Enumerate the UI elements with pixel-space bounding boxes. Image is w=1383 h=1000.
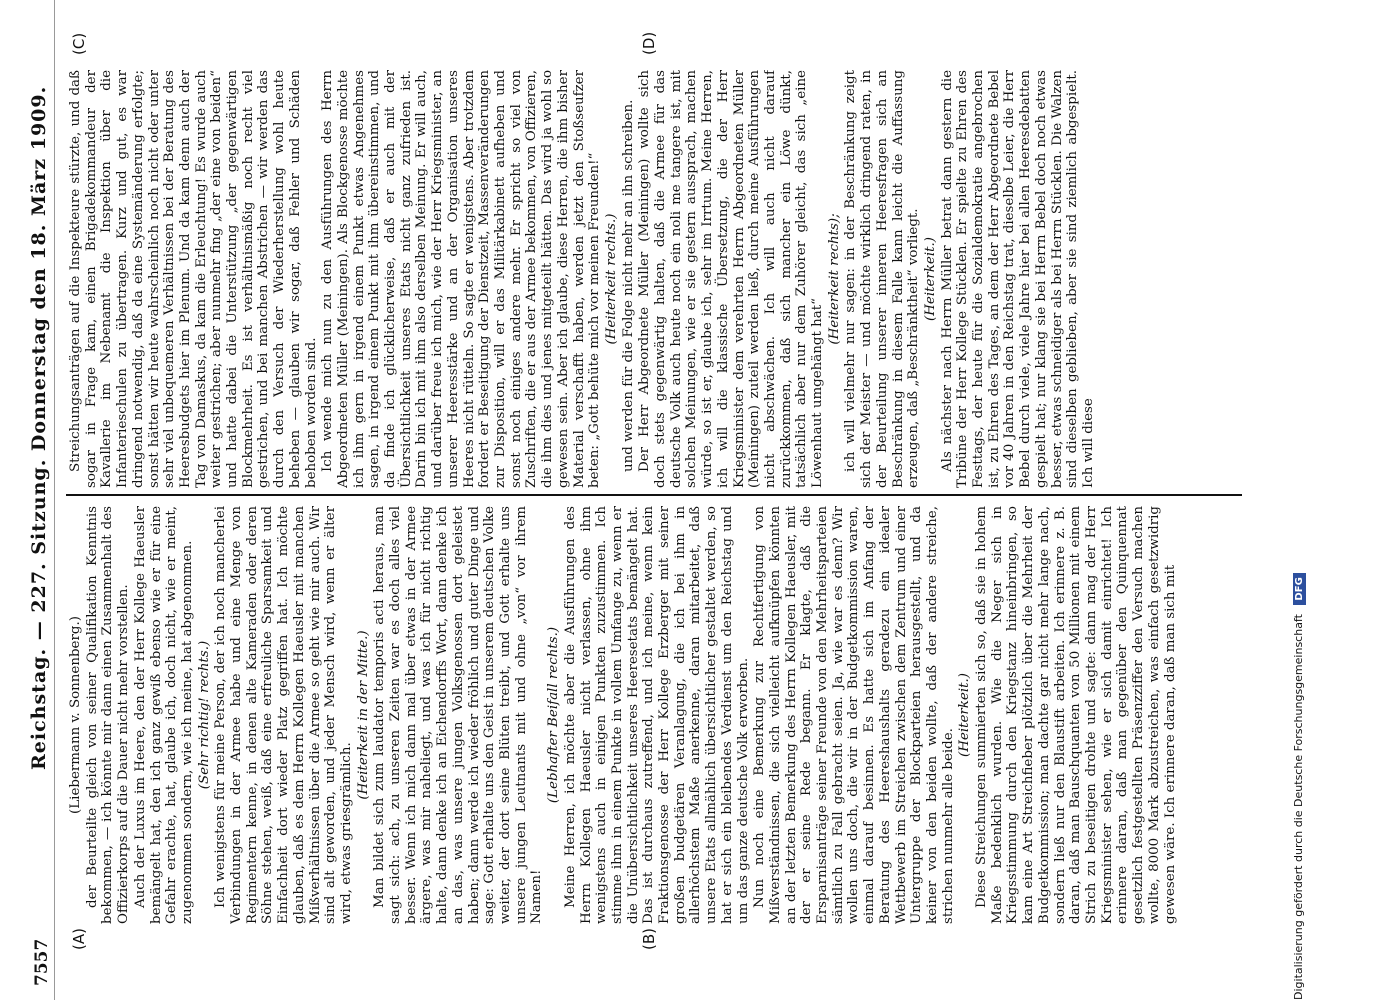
- interjection: (Heiterkeit rechts.): [603, 213, 619, 345]
- right-column: [68, 70, 1238, 488]
- margin-marker-d: (D): [640, 31, 658, 55]
- paragraph: Diese Streichungen summierten sich so, daß sie in hohem Maße bedenklich wurden. Wie die Neger sich in Kriegsstimmung durch den Kriegstanz hineinbringen, so kam eine Art Streichfieber plötzlich über die Mehrheit der Budgetkommission; man dachte gar nicht mehr lange nach, sondern ließ nur den Blaustift arbeiten. Ich erinnere z. B. daran, daß man Bauschquanten von 50 Millionen mit einem Strich zu beseitigen drohte und sagte: dann mag der Herr Kriegsminister sehen, wie er sich damit einrichtet! Ich erinnere daran, daß man gegenüber den Quinquennat gesetzlich festgestellten Präsenzziffer den Versuch machen wollte, 8000 Mark abzustreichen, was einfach gesetzwidrig gewesen wäre. Ich erinnere daran, daß man sich mit: [974, 506, 1178, 924]
- paragraph: Streichungsanträgen auf die Inspekteure stürzte, und daß sogar in Frage kam, einen Brigadekommandeur der Kavallerie im Nebenamt die Inspektion über die Infanterieschulen zu übertragen. Kurz und gut, es war dringend notwendig, daß da eine Systemänderung erfolgte; sonst hätten wir heute wahrscheinlich noch nicht oder unter sehr viel unbequemeren Verhältnissen bei der Beratung des Heeresbudgets hier im Plenum. Und da kam denn auch der Tag von Damaskus, da kam die Erleuchtung! Es wurde auch weiter gestrichen; aber nunmehr fing „der eine von beiden“ und hatte dabei die Unterstützung „der gegenwärtigen Blockmehrheit. Es ist verhältnismäßig noch recht viel gestrichen, und bei manchen Abstrichen — wir werden das durch den Versuch der Wiederherstellung wohl heute beheben — glauben wir sogar, daß Fehler und Schäden behoben worden sind.: [68, 70, 319, 488]
- margin-marker-b: (B): [640, 928, 658, 950]
- paragraph: Ich wende mich nun zu den Ausführungen des Herrn Abgeordneten Müller (Meiningen). Als Blockgenosse möchte ich ihm gern in irgend einem Punkt etwas Angenehmes sagen, in irgend einem Punkt mit ihm übereinstimmen, und da finde ich glücklicherweise, daß er auch mit der Übersichtlichkeit unseres Etats nicht ganz zufrieden ist. Darin bin ich mit ihm also derselben Meinung. Er will auch, und darüber freue ich mich, wie der Herr Kriegsminister, an unserer Heeresstärke und an der Organisation unseres Heeres nicht rütteln. So sagte er wenigstens. Aber trotzdem fordert er Beseitigung der Dienstzeit, Massenveränderungen zur Disposition, will er das Militärkabinett aufheben und sonst noch einiges andere mehr. Er spricht so viel von Zuschriften, die er aus der Armee bekommen, von Offizieren, die ihm dies und jenes mitgeteilt hätten. Das wird ja wohl so gewesen sein. Aber ich glaube, diese Herren, die ihm bisher Material verschafft haben, werden jetzt den Stoßseufzer beten: „Gott behüte mich vor meinen Freunden!“: [320, 70, 603, 488]
- margin-marker-c: (C): [70, 32, 88, 55]
- paragraph: ich will vielmehr nur sagen: in der Beschränkung zeigt sich der Meister — und möchte wirklich dringend raten, in der Beurteilung unserer inneren Heeresfragen sich an Beschränkung in diesem Falle kann leicht die Auffassung erzeugen, daß „Beschränktheit“ vorliegt.: [843, 70, 922, 488]
- interjection: (Heiterkeit.): [922, 237, 938, 321]
- dfg-logo: DFG: [1293, 573, 1306, 604]
- column-divider: [66, 494, 1242, 496]
- page-header: [14, 0, 55, 1000]
- interjection: (Heiterkeit in der Mitte.): [355, 630, 371, 800]
- interjection: (Lebhafter Beifall rechts.): [546, 626, 562, 804]
- paragraph: Auch der Luxus im Heere, den der Herr Kollege Haeusler bemängelt hat, den ich ganz gewiß ebenso wie er für eine Gefahr erachte, hat, glaube ich, doch nicht, wie er meint, zugenommen sondern, wie ich meine, hat abgenommen.: [132, 506, 195, 924]
- paragraph: Nun noch eine Bemerkung zur Rechtfertigung von Mißverständnissen, die sich vielleicht aufknüpfen könnten an der letzten Bemerkung des Herrn Kollegen Haeusler, mit der er seine Rede begann. Er klagte, daß die Ersparnisanträge seiner Freunde von den Mehrheitsparteien sämtlich zu Fall gebracht seien. Ja, wie war es denn? Wir wollen uns doch, die wir in der Budgetkommission waren, einmal darauf besinnen. Es hatte sich im Anfang der Beratung des Heereshaushalts geradezu ein idealer Wettbewerb im Streichen zwischen dem Zentrum und einer Untergruppe der Blockparteien herausgestellt, und da keiner von den beiden wollte, daß der andere streiche, strichen nunmehr alle beide.: [752, 506, 956, 924]
- interjection: (Sehr richtig! rechts.): [196, 640, 212, 790]
- paragraph: der Beurteilte gleich von seiner Qualifikation Kenntnis bekommen, — ich könnte mir dann einen Zusammenhalt des Offizierkorps auf die Dauer nicht mehr vorstellen.: [84, 506, 132, 924]
- paragraph: Der Herr Abgeordnete Müller (Meiningen) wollte sich doch stets gegenwärtig halten, daß die Armee für das deutsche Volk auch heute noch ein noli me tangere ist, mit solchen Meinungen, wie er sie gestern aussprach, machen würde, so ist er, glaube ich, sehr im Irrtum. Meine Herren, ich will die klassische Übersetzung, die der Herr Kriegsminister dem verehrten Herrn Abgeordneten Müller (Meiningen) zuteil werden ließ, durch meine Ausführungen nicht abschwächen. Ich will auch nicht darauf zurückkommen, daß sich mancher ein Löwe dünkt, tatsächlich aber nur dem Zuhörer gleicht, das sich „eine Löwenhaut umgehängt hat“: [637, 70, 826, 488]
- page-title: Reichstag. — 227. Sitzung. Donnerstag den 18. März 1909.: [28, 85, 50, 770]
- paragraph: Meine Herren, ich möchte aber die Ausführungen des Herrn Kollegen Haeusler nicht verlassen, ohne ihm wenigstens auch in einigen Punkten zuzustimmen. Ich stimme ihm in einem Punkte in vollem Umfange zu, wenn er die Unübersichtlichkeit unseres Heeresetats bemängelt hat. Das ist durchaus zutreffend, und ich meine, wenn kein Fraktionsgenosse der Herr Kollege Erzberger mit seiner großen budgetären Veranlagung, die ich bei ihm in allerhöchstem Maße anerkenne, daran mitarbeitet, daß unsere Etats allmählich übersichtlicher gestaltet werden, so hat er sich ein bleibendes Verdienst um den Reichstag und um das ganze deutsche Volk erworben.: [562, 506, 751, 924]
- speaker-line: (Liebermann v. Sonnenberg.): [68, 616, 83, 814]
- left-column: [68, 506, 1238, 924]
- paragraph: Man bildet sich zum laudator temporis acti heraus, man sagt sich: ach, zu unseren Zeiten war es doch alles viel besser. Wenn ich mich dann mal über etwas in der Armee ärgere, was mir naheliegt, und was ich für nicht richtig halte, dann denke ich an Eichendorffs Wort, dann denke ich an das, was unsere jungen Volksgenossen dort geleistet haben; dann werde ich wieder fröhlich und guter Dinge und sage: Gott erhalte uns den Geist in unserem deutschen Volke weiter, der dort seine Blüten treibt, und Gott erhalte uns unsere jungen Leutnants mit und ohne „von“ vor ihrem Namen!: [372, 506, 545, 924]
- margin-marker-a: (A): [70, 928, 88, 950]
- interjection: (Heiterkeit.): [957, 673, 973, 757]
- digitization-text: Digitalisierung gefördert durch die Deutsche Forschungsgemeinschaft: [1292, 614, 1305, 1000]
- paragraph: Als nächster nach Herrn Müller betrat dann gestern die Tribüne der Herr Kollege Stücklen. Er spielte zu Ehren des Festtags, der heute für die Sozialdemokratie angebrochen ist, zu Ehren des Tages, an dem der Herr Abgeordnete Bebel vor 40 Jahren in den Reichstag trat, dieselbe Leier, die Herr Bebel durch viele, viele Jahre hier bei allen Heeresdebatten gespielt hat; nur klang sie bei Herrn Bebel doch noch etwas besser, etwas schneidiger als bei Herrn Stücklen. Die Walzen sind dieselben geblieben, aber sie sind ziemlich abgespielt. Ich will diese: [939, 70, 1096, 488]
- paragraph: und werden für die Folge nicht mehr an ihn schreiben.: [620, 99, 636, 472]
- page-number: 7557: [32, 938, 52, 986]
- paragraph: Ich wenigstens für meine Person, der ich noch mancherlei Verbindungen in der Armee habe und eine Menge von Regimentern kenne, in denen alte Kameraden oder deren Söhne stehen, weiß, daß eine erfreuliche Sparsamkeit und Einfachheit dort wieder Platz gegriffen hat. Ich möchte glauben, daß es dem Herrn Kollegen Haeusler mit manchen Mißverhältnissen über die Armee so geht wie mir auch. Wir sind alt geworden, und jeder Mensch wird, wenn er älter wird, etwas griesgrämlich.: [213, 506, 354, 924]
- interjection: (Heiterkeit rechts);: [826, 213, 842, 345]
- digitization-note: [1292, 0, 1310, 1000]
